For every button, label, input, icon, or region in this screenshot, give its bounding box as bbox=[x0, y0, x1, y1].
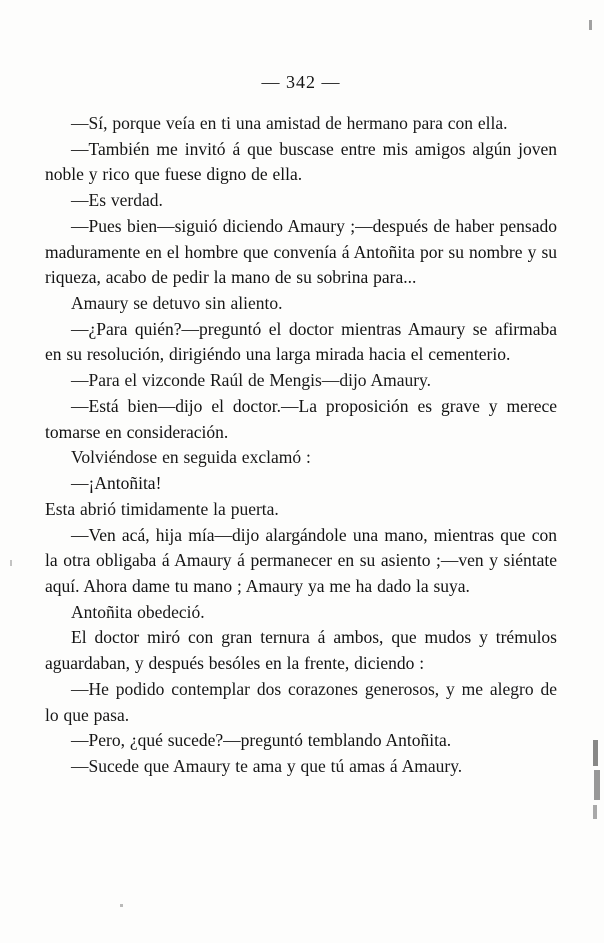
scan-artifact-top-right bbox=[589, 20, 592, 30]
paragraph: Antoñita obedeció. bbox=[71, 601, 205, 622]
paragraph: —Ven acá, hija mía—dijo alargándole una mano, mientras que con la otra obligaba á Amaury á permanecer en su asiento ;—ven y siéntate aquí. Ahora dame tu mano ; Amaury ya me ha dado la suya. bbox=[45, 524, 557, 596]
paragraph: —Es verdad. bbox=[71, 190, 163, 211]
scan-artifact-right-lower bbox=[593, 805, 597, 819]
scan-artifact-right-upper bbox=[593, 740, 598, 766]
paragraph: —Para el vizconde Raúl de Mengis—dijo Amaury. bbox=[71, 370, 432, 391]
page-number: — 342 — bbox=[261, 72, 341, 92]
paragraph: El doctor miró con gran ternura á ambos, que mudos y trémulos aguardaban, y después besóles en la frente, diciendo : bbox=[45, 627, 557, 674]
paragraph: —Pues bien—siguió diciendo Amaury ;—después de haber pensado maduramente en el hombre que convenía á Antoñita por su nombre y su riqueza, acabo de pedir la mano de su sobrina para... bbox=[45, 215, 557, 288]
paragraph: —Pero, ¿qué sucede?—preguntó temblando Antoñita. bbox=[71, 730, 452, 751]
paragraph: —También me invitó á que buscase entre mis amigos algún joven noble y rico que fuese digno de ella. bbox=[45, 138, 557, 185]
paragraph: —Sí, porque veía en ti una amistad de hermano para con ella. bbox=[71, 113, 508, 133]
paragraph: Amaury se detuvo sin aliento. bbox=[71, 293, 283, 314]
scan-artifact-right-middle bbox=[594, 770, 600, 800]
paragraph: Volviéndose en seguida exclamó : bbox=[71, 447, 311, 468]
paragraph: Esta abrió timidamente la puerta. bbox=[45, 498, 279, 519]
paragraph: —Sucede que Amaury te ama y que tú amas á Amaury. bbox=[71, 755, 463, 776]
paragraph: —¿Para quién?—preguntó el doctor mientras Amaury se afirmaba en su resolución, dirigiéndo una larga mirada hacia el cementerio. bbox=[45, 318, 557, 365]
paragraph: —¡Antoñita! bbox=[71, 473, 162, 494]
scan-artifact-bottom bbox=[120, 904, 123, 907]
scan-artifact-left bbox=[10, 560, 12, 566]
paragraph: —Está bien—dijo el doctor.—La proposición es grave y merece tomarse en consideración. bbox=[45, 395, 557, 442]
page-text-body bbox=[45, 72, 557, 780]
paragraph: —He podido contemplar dos corazones generosos, y me alegro de lo que pasa. bbox=[45, 678, 557, 725]
